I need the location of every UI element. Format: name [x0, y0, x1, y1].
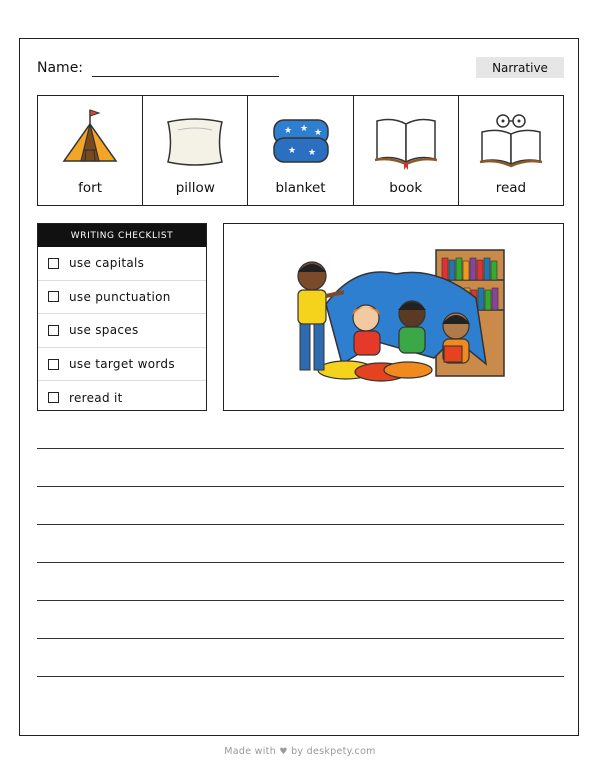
writing-checklist	[37, 223, 207, 411]
checklist-item[interactable]	[38, 281, 206, 315]
book-icon	[371, 104, 441, 174]
picture-box	[223, 223, 564, 411]
word-card-book	[354, 96, 459, 205]
blanket-icon	[266, 104, 336, 174]
checklist-item-label: use target words	[69, 357, 175, 372]
footer	[0, 746, 600, 757]
footer-made-with: Made with	[224, 746, 277, 757]
worksheet	[19, 38, 579, 736]
word-label-pillow: pillow	[175, 180, 215, 196]
checkbox[interactable]	[48, 392, 59, 403]
checkbox[interactable]	[48, 291, 59, 302]
checklist-item-label: use spaces	[69, 323, 139, 338]
name-line[interactable]	[92, 76, 279, 77]
writing-line[interactable]	[37, 600, 564, 601]
checklist-title: WRITING CHECKLIST	[38, 224, 206, 247]
word-card-fort	[38, 96, 143, 205]
word-bank	[37, 95, 564, 206]
writing-line[interactable]	[37, 638, 564, 639]
svg-text:★: ★	[307, 148, 316, 158]
checkbox[interactable]	[48, 359, 59, 370]
writing-line[interactable]	[37, 676, 564, 677]
writing-line[interactable]	[37, 524, 564, 525]
svg-text:★: ★	[287, 146, 296, 156]
checklist-item[interactable]	[38, 247, 206, 281]
checklist-item-label: use capitals	[69, 256, 145, 271]
word-label-read: read	[495, 180, 527, 196]
checklist-item[interactable]	[38, 348, 206, 382]
checklist-item-label: use punctuation	[69, 289, 171, 304]
name-label: Name:	[37, 60, 84, 76]
tent-icon	[55, 104, 125, 174]
word-card-blanket	[248, 96, 353, 205]
svg-text:★: ★	[283, 126, 292, 136]
word-label-blanket: blanket	[275, 180, 326, 196]
checkbox[interactable]	[48, 258, 59, 269]
footer-brand[interactable]: by deskpety.com	[291, 746, 376, 757]
word-card-read	[459, 96, 563, 205]
svg-text:★: ★	[299, 124, 308, 134]
writing-line[interactable]	[37, 486, 564, 487]
checkbox[interactable]	[48, 325, 59, 336]
kids-blanket-fort-illustration	[286, 246, 506, 386]
writing-line[interactable]	[37, 562, 564, 563]
pillow-icon	[160, 104, 230, 174]
checklist-item-label: reread it	[69, 390, 123, 405]
checklist-item[interactable]	[38, 314, 206, 348]
word-card-pillow	[143, 96, 248, 205]
genre-badge: Narrative	[476, 57, 564, 78]
svg-text:★: ★	[313, 128, 322, 138]
word-label-fort: fort	[78, 180, 103, 196]
word-label-book: book	[389, 180, 423, 196]
checklist-item[interactable]	[38, 381, 206, 414]
writing-line[interactable]	[37, 448, 564, 449]
reading-book-icon	[476, 104, 546, 174]
heart-icon: ♥	[279, 747, 288, 757]
